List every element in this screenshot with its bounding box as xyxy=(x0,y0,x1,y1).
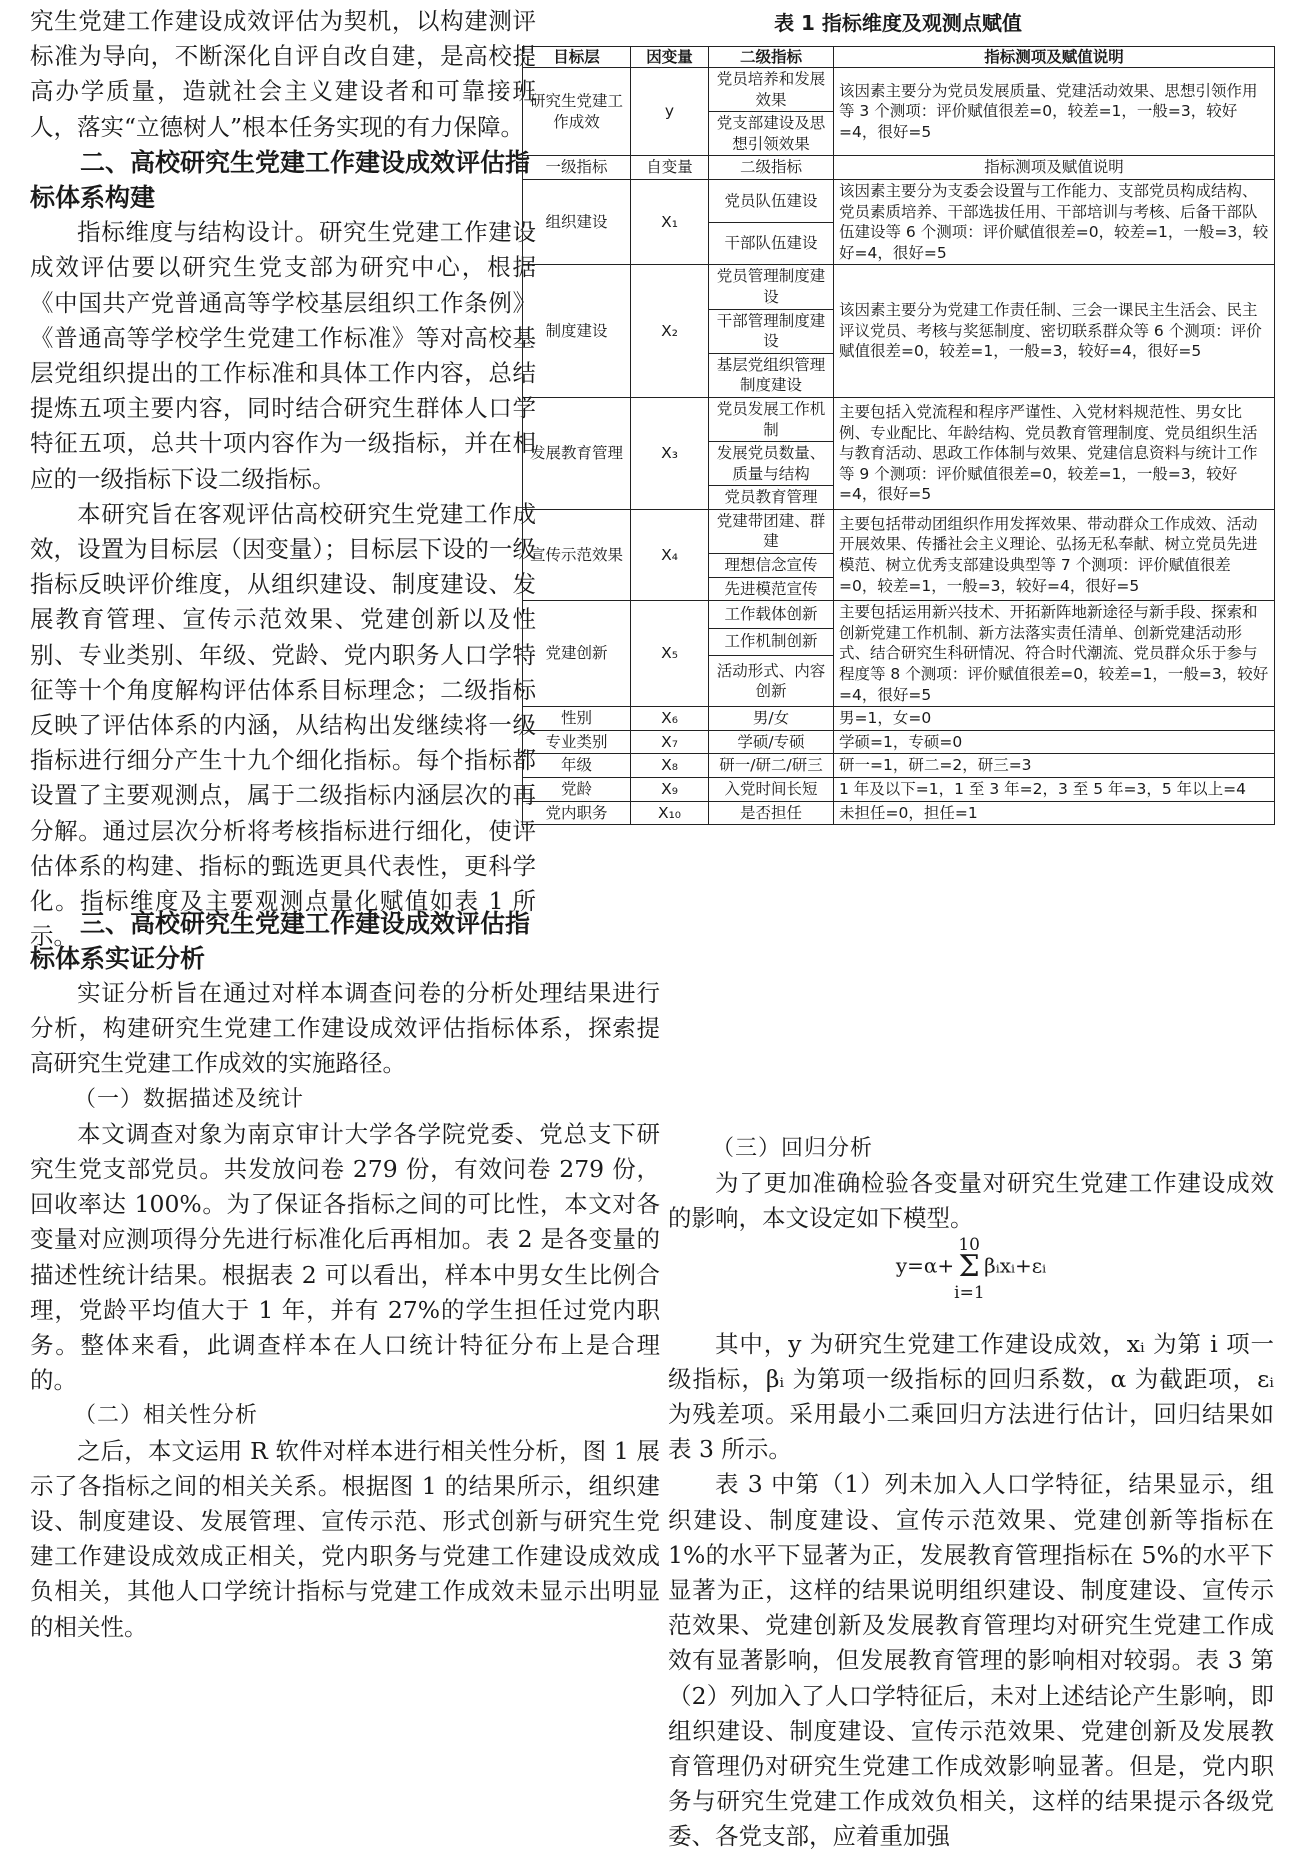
primary-indicator: 年级 xyxy=(523,754,631,778)
indicator-var: X₃ xyxy=(631,397,709,509)
left-column xyxy=(30,4,536,954)
column-header: 指标测项及赋值说明 xyxy=(834,47,1275,68)
paragraph: 表 3 中第（1）列未加入人口学特征，结果显示，组织建设、制度建设、宣传示范效果、党建创新等指标在 1%的水平下显著为正，发展教育管理指标在 5%的水平下显著为正，这样的结果说明组织建设、制度建设、宣传示范效果、党建创新及发展教育管理均对研究生党建工作成效有显著影响，但发展教育管理的影响相对较弱。表 3 第（2）列加入了人口学特征后，未对上述结论产生影响，即组织建设、制度建设、宣传示范效果、党建创新及发展教育管理仍对研究生党建工作成效影响显著。但是，党内职务与研究生党建工作成效负相关，这样的结果提示各级党委、各党支部，应着重加强 xyxy=(668,1470,1274,1851)
summation xyxy=(954,1234,985,1303)
secondary-indicator: 理想信念宣传 xyxy=(709,554,834,578)
table-row xyxy=(523,265,1275,309)
column-header: 自变量 xyxy=(631,156,709,180)
sum-upper: 10 xyxy=(958,1234,980,1255)
table-row xyxy=(523,707,1275,731)
column-header: 一级指标 xyxy=(523,156,631,180)
indicator-var: X₄ xyxy=(631,509,709,600)
table-row xyxy=(523,801,1275,825)
secondary-indicator: 是否担任 xyxy=(709,801,834,825)
secondary-indicator: 入党时间长短 xyxy=(709,778,834,802)
secondary-indicator: 干部管理制度建设 xyxy=(709,309,834,353)
paragraph: 为了更加准确检验各变量对研究生党建工作建设成效的影响，本文设定如下模型。 xyxy=(668,1169,1274,1233)
primary-indicator: 党内职务 xyxy=(523,801,631,825)
table-row xyxy=(523,778,1275,802)
subheading: （二）相关性分析 xyxy=(74,1403,259,1429)
indicator-desc: 主要包括带动团组织作用发挥效果、带动群众工作成效、活动开展效果、传播社会主义理论、弘扬无私奉献、树立党员先进模范、树立优秀支部建设典型等 7 个测项：评价赋值很差=0，较差=1，一般=3，较好=4，很好=5 xyxy=(834,509,1275,600)
column-header: 指标测项及赋值说明 xyxy=(834,156,1275,180)
secondary-indicator: 发展党员数量、质量与结构 xyxy=(709,442,834,486)
table-row xyxy=(523,68,1275,112)
primary-indicator: 制度建设 xyxy=(523,265,631,398)
indicator-desc: 该因素主要分为党建工作责任制、三会一课民主生活会、民主评议党员、考核与奖惩制度、密切联系群众等 6 个测项：评价赋值很差=0，较差=1，一般=3，较好=4，很好=5 xyxy=(834,265,1275,398)
section-heading: 三、高校研究生党建工作建设成效评估指标体系实证分析 xyxy=(30,909,531,974)
paragraph: 本研究旨在客观评估高校研究生党建工作成效，设置为目标层（因变量）；目标层下设的一级指标反映评价维度，从组织建设、制度建设、发展教育管理、宣传示范效果、党建创新以及性别、专业类别、年级、党龄、党内职务人口学特征等十个角度解构评估体系目标理念；二级指标反映了评估体系的内涵，从结构出发继续将一级指标进行细分产生十九个细化指标。每个指标都设置了主要观测点，属于二级指标内涵层次的再分解。通过层次分析将考核指标进行细化，使评估体系的构建、指标的甄选更具代表性，更科学化。指标维度及主要观测点量化赋值如表 1 所示。 xyxy=(30,499,536,951)
secondary-indicator: 干部队伍建设 xyxy=(709,222,834,265)
secondary-indicator: 党员培养和发展效果 xyxy=(709,68,834,112)
table-row xyxy=(523,509,1275,553)
secondary-indicator: 学硕/专硕 xyxy=(709,730,834,754)
indicator-var: X₈ xyxy=(631,754,709,778)
indicator-var: X₁₀ xyxy=(631,801,709,825)
secondary-indicator: 党员队伍建设 xyxy=(709,179,834,222)
section3-area xyxy=(30,906,536,976)
primary-indicator: 宣传示范效果 xyxy=(523,509,631,600)
primary-indicator: 发展教育管理 xyxy=(523,397,631,509)
table-subheader-row xyxy=(523,156,1275,180)
sum-sigma: Σ xyxy=(958,1248,980,1284)
primary-indicator: 性别 xyxy=(523,707,631,731)
indicator-var: X₉ xyxy=(631,778,709,802)
paragraph: 之后，本文运用 R 软件对样本进行相关性分析，图 1 展示了各指标之间的相关关系。根据图 1 的结果所示，组织建设、制度建设、发展管理、宣传示范、形式创新与研究生党建工作建设成效成正相关，党内职务与党建工作建设成效成负相关，其他人口学统计指标与党建工作成效未显示出明显的相关性。 xyxy=(30,1436,660,1641)
table-header-row xyxy=(523,47,1275,68)
secondary-indicator: 工作机制创新 xyxy=(709,628,834,655)
indicator-desc: 1 年及以下=1，1 至 3 年=2，3 至 5 年=3，5 年以上=4 xyxy=(834,778,1275,802)
table-row xyxy=(523,730,1275,754)
paragraph: 其中，y 为研究生党建工作建设成效，xᵢ 为第 i 项一级指标，βᵢ 为第项一级指标的回归系数，α 为截距项，εᵢ 为残差项。采用最小二乘回归方法进行估计，回归结果如表 3 所示。 xyxy=(668,1329,1274,1464)
table-1-area xyxy=(522,8,1274,825)
secondary-indicator: 党建带团建、群建 xyxy=(709,509,834,553)
target-name: 研究生党建工作成效 xyxy=(523,68,631,156)
column-header: 二级指标 xyxy=(709,156,834,180)
paragraph: 究生党建工作建设成效评估为契机，以构建测评标准为导向，不断深化自评自改自建，是高校提高办学质量，造就社会主义建设者和可靠接班人，落实“立德树人”根本任务实现的有力保障。 xyxy=(30,7,536,141)
primary-indicator: 专业类别 xyxy=(523,730,631,754)
column-header: 目标层 xyxy=(523,47,631,68)
table-row xyxy=(523,601,1275,628)
indicator-desc: 研一=1，研二=2，研三=3 xyxy=(834,754,1275,778)
column-header: 因变量 xyxy=(631,47,709,68)
sum-lower: i=1 xyxy=(954,1282,985,1303)
right-column-lower xyxy=(668,1131,1274,1855)
indicator-desc: 未担任=0，担任=1 xyxy=(834,801,1275,825)
indicator-desc: 该因素主要分为支委会设置与工作能力、支部党员构成结构、党员素质培养、干部选拔任用、干部培训与考核、后备干部队伍建设等 6 个测项：评价赋值很差=0，较差=1，一般=3，较好=4，很好=5 xyxy=(834,179,1275,264)
indicator-var: X₅ xyxy=(631,601,709,707)
indicator-var: X₂ xyxy=(631,265,709,398)
paragraph: 实证分析旨在通过对样本调查问卷的分析处理结果进行分析，构建研究生党建工作建设成效评估指标体系，探索提高研究生党建工作成效的实施路径。 xyxy=(30,979,660,1078)
indicator-var: X₆ xyxy=(631,707,709,731)
secondary-indicator: 党员发展工作机制 xyxy=(709,397,834,441)
table-row xyxy=(523,397,1275,441)
target-var: y xyxy=(631,68,709,156)
table-row xyxy=(523,754,1275,778)
indicator-desc: 男=1，女=0 xyxy=(834,707,1275,731)
primary-indicator: 组织建设 xyxy=(523,179,631,264)
table-title: 表 1 指标维度及观测点赋值 xyxy=(774,11,1022,35)
secondary-indicator: 党员管理制度建设 xyxy=(709,265,834,309)
primary-indicator: 党建创新 xyxy=(523,601,631,707)
secondary-indicator: 男/女 xyxy=(709,707,834,731)
subheading: （一）数据描述及统计 xyxy=(74,1086,305,1112)
table-row xyxy=(523,179,1275,222)
indicator-var: X₇ xyxy=(631,730,709,754)
paragraph: 本文调查对象为南京审计大学各学院党委、党总支下研究生党支部党员。共发放问卷 279 份，有效问卷 279 份，回收率达 100%。为了保证各指标之间的可比性，本文对各变量对应测项得分先进行标准化后再相加。表 2 是各变量的描述性统计结果。根据表 2 可以看出，样本中男女生比例合理，党龄平均值大于 1 年，并有 27%的学生担任过党内职务。整体来看，此调查样本在人口统计特征分布上是合理的。 xyxy=(30,1119,660,1395)
regression-formula xyxy=(668,1234,1274,1327)
primary-indicator: 党龄 xyxy=(523,778,631,802)
formula-lhs: y=α+ xyxy=(895,1253,955,1278)
section-heading: 二、高校研究生党建工作建设成效评估指标体系构建 xyxy=(30,147,531,213)
secondary-indicator: 党员教育管理 xyxy=(709,486,834,510)
indicator-var: X₁ xyxy=(631,179,709,264)
secondary-indicator: 工作载体创新 xyxy=(709,601,834,628)
secondary-indicator: 基层党组织管理制度建设 xyxy=(709,353,834,397)
indicator-desc: 主要包括入党流程和程序严谨性、入党材料规范性、男女比例、专业配比、年龄结构、党员教育管理制度、党员组织生活与教育活动、思政工作体制与效果、党建信息资料与统计工作等 9 个测项：评价赋值很差=0，较差=1，一般=3，较好=4，很好=5 xyxy=(834,397,1275,509)
secondary-indicator: 研一/研二/研三 xyxy=(709,754,834,778)
indicator-desc: 学硕=1，专硕=0 xyxy=(834,730,1275,754)
subheading: （三）回归分析 xyxy=(712,1136,874,1161)
secondary-indicator: 先进模范宣传 xyxy=(709,577,834,601)
paragraph: 指标维度与结构设计。研究生党建工作建设成效评估要以研究生党支部为研究中心，根据《中国共产党普通高等学校基层组织工作条例》《普通高等学校学生党建工作标准》等对高校基层党组织提出的工作标准和具体工作内容，总结提炼五项主要内容，同时结合研究生群体人口学特征五项，总共十项内容作为一级指标，并在相应的一级指标下设二级指标。 xyxy=(30,218,536,493)
column-header: 二级指标 xyxy=(709,47,834,68)
formula-rhs: βᵢxᵢ+εᵢ xyxy=(984,1253,1047,1278)
indicator-desc: 主要包括运用新兴技术、开拓新阵地新途径与新手段、探索和创新党建工作机制、新方法落实责任清单、创新党建活动形式、结合研究生科研情况、符合时代潮流、党员群众乐于参与程度等 8 个测项：评价赋值很差=0，较差=1，一般=3，较好=4，很好=5 xyxy=(834,601,1275,707)
secondary-indicator: 党支部建设及思想引领效果 xyxy=(709,112,834,156)
lower-left-column xyxy=(30,976,660,1645)
indicator-desc: 该因素主要分为党员发展质量、党建活动效果、思想引领作用等 3 个测项：评价赋值很差=0，较差=1，一般=3，较好=4，很好=5 xyxy=(834,68,1275,156)
indicator-table xyxy=(522,46,1275,825)
secondary-indicator: 活动形式、内容创新 xyxy=(709,655,834,706)
